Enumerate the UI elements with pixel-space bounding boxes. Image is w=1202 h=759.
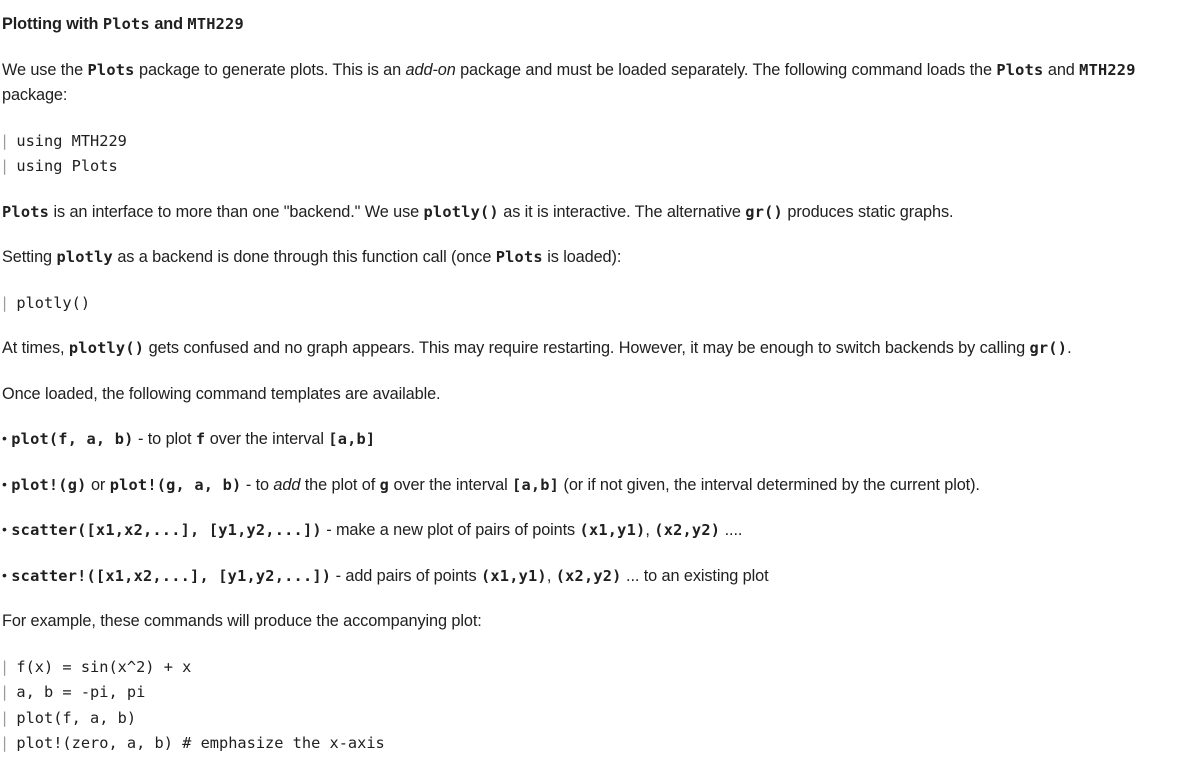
intro-text: package to generate plots. This is an (139, 61, 402, 79)
templates-intro (2, 382, 440, 406)
inline-code: [a,b] (512, 476, 560, 494)
code-line (2, 706, 136, 730)
code-bar: | (2, 157, 8, 175)
inline-code: Plots (2, 203, 50, 221)
confused-paragraph (2, 336, 1072, 360)
intro-paragraph-line2 (2, 83, 67, 107)
inline-code: (x1,y1) (480, 567, 547, 585)
inline-code: (x2,y2) (654, 521, 721, 539)
backend-text: produces static graphs. (787, 203, 954, 221)
bullet-glyph: • (2, 430, 7, 446)
inline-code: gr() (1029, 339, 1068, 357)
code-bar: | (2, 683, 8, 701)
example-intro-text: For example, these commands will produce the accompanying plot: (2, 612, 482, 630)
example-intro (2, 609, 482, 633)
inline-code: scatter([x1,x2,...], [y1,y2,...]) (11, 521, 322, 539)
inline-code: Plots (996, 61, 1044, 79)
bullet-item (2, 473, 980, 497)
inline-code: plot!(g, a, b) (109, 476, 242, 494)
code-bar: | (2, 294, 8, 312)
code-text: plot(f, a, b) (16, 709, 137, 727)
code-bar: | (2, 734, 8, 752)
bullet-text: .... (724, 521, 743, 539)
setting-text: as a backend is done through this function call (once (117, 248, 492, 266)
inline-code: (x2,y2) (555, 567, 622, 585)
code-text: using MTH229 (16, 132, 127, 150)
setting-paragraph (2, 245, 621, 269)
intro-emphasis: add-on (405, 61, 456, 79)
code-bar: | (2, 658, 8, 676)
inline-code: plot(f, a, b) (11, 430, 134, 448)
bullet-text: the plot of (304, 476, 376, 494)
inline-code: [a,b] (328, 430, 376, 448)
bullet-text: over the interval (209, 430, 324, 448)
bullet-text: - make a new plot of pairs of points (326, 521, 576, 539)
setting-text: Setting (2, 248, 52, 266)
confused-text: At times, (2, 339, 65, 357)
intro-text: and (1047, 61, 1075, 79)
inline-code: plot!(g) (11, 476, 87, 494)
inline-code: MTH229 (1079, 61, 1136, 79)
intro-paragraph-line1 (2, 58, 1136, 82)
bullet-text: over the interval (393, 476, 508, 494)
code-line (2, 731, 385, 755)
bullet-text: or (90, 476, 106, 494)
bullet-text: - to plot (138, 430, 192, 448)
bullet-item (2, 518, 742, 542)
bullet-glyph: • (2, 476, 7, 492)
bullet-emphasis: add (273, 476, 301, 494)
inline-code: scatter!([x1,x2,...], [y1,y2,...]) (11, 567, 332, 585)
confused-text: gets confused and no graph appears. This may require restarting. However, it may be enough to switch backends by calling (148, 339, 1026, 357)
code-line (2, 655, 191, 679)
inline-code: Plots (87, 61, 135, 79)
section-heading (2, 12, 244, 36)
bullet-item (2, 564, 769, 588)
code-text: plotly() (16, 294, 91, 312)
inline-code: plotly (56, 248, 113, 266)
inline-code: Plots (495, 248, 543, 266)
bullet-item (2, 427, 375, 451)
confused-text: . (1067, 339, 1072, 357)
code-line (2, 291, 90, 315)
code-text: f(x) = sin(x^2) + x (16, 658, 192, 676)
intro-text: package and must be loaded separately. The following command loads the (460, 61, 992, 79)
bullet-glyph: • (2, 521, 7, 537)
code-line (2, 680, 145, 704)
code-bar: | (2, 709, 8, 727)
code-text: plot!(zero, a, b) # emphasize the x-axis (16, 734, 385, 752)
bullet-text: , (645, 521, 650, 539)
inline-code: gr() (745, 203, 783, 221)
code-bar: | (2, 132, 8, 150)
backend-text: as it is interactive. The alternative (503, 203, 741, 221)
intro-text: package: (2, 86, 68, 104)
bullet-text: - add pairs of points (335, 567, 477, 585)
backend-text: is an interface to more than one "backend." We use (53, 203, 420, 221)
backend-paragraph (2, 200, 953, 224)
inline-code: plotly() (423, 203, 499, 221)
heading-code-mth229: MTH229 (187, 15, 244, 33)
setting-text: is loaded): (547, 248, 622, 266)
heading-and: and (154, 15, 183, 33)
bullet-text: , (546, 567, 552, 585)
bullet-text: (or if not given, the interval determined by the current plot). (563, 476, 980, 494)
heading-text: Plotting with (2, 15, 99, 33)
bullet-text: - to (245, 476, 269, 494)
code-text: using Plots (16, 157, 118, 175)
inline-code: f (195, 430, 206, 448)
inline-code: (x1,y1) (579, 521, 646, 539)
inline-code: g (379, 476, 390, 494)
heading-code-plots: Plots (102, 15, 150, 33)
templates-intro-text: Once loaded, the following command templates are available. (2, 385, 441, 403)
code-line (2, 154, 118, 178)
bullet-glyph: • (2, 567, 7, 583)
inline-code: plotly() (68, 339, 145, 357)
bullet-text: ... to an existing plot (626, 567, 769, 585)
intro-text: We use the (2, 61, 84, 79)
code-line (2, 129, 127, 153)
code-text: a, b = -pi, pi (16, 683, 146, 701)
